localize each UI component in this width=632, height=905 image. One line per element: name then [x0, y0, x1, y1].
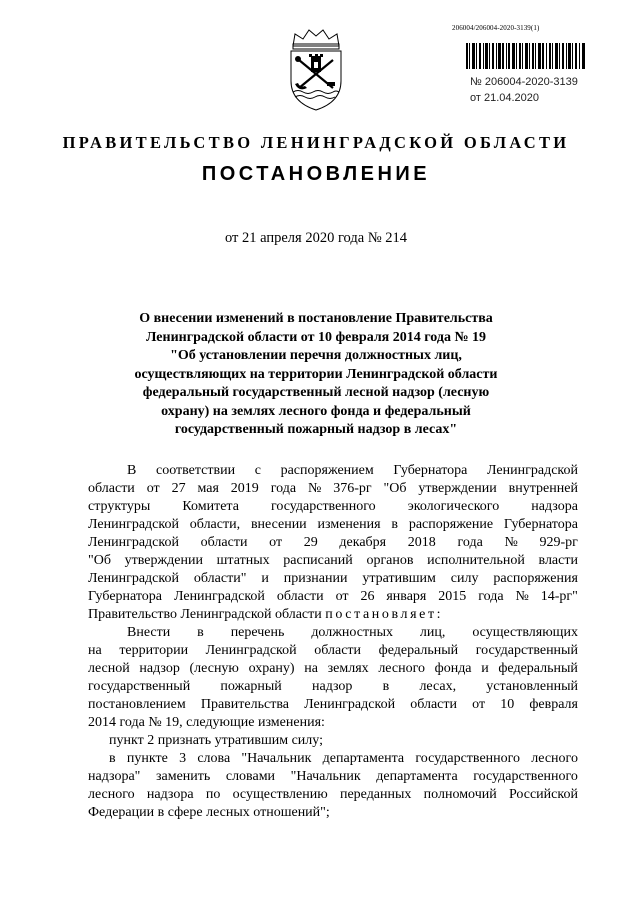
- body-line: [88, 678, 578, 696]
- word: государственный: [88, 679, 191, 694]
- word: Губернатора: [503, 517, 578, 532]
- body-line: [88, 786, 578, 804]
- body-line-text: Правительство Ленинградской области: [88, 607, 322, 622]
- body-line: [88, 588, 578, 606]
- body-line: [88, 606, 578, 624]
- word: 376-рг: [333, 481, 372, 496]
- word: землях: [327, 661, 369, 676]
- word: лесного: [531, 751, 578, 766]
- word: от: [146, 481, 160, 496]
- word: заменить: [155, 769, 211, 784]
- word: 14-рг": [540, 589, 578, 604]
- word: лиц,: [419, 625, 446, 640]
- word: силу: [450, 571, 479, 586]
- word: надзор: [311, 679, 353, 694]
- word: полномочий: [423, 787, 497, 802]
- body-line: 2014 года № 19, следующие изменения:: [88, 715, 325, 730]
- word: в: [382, 679, 390, 694]
- word: от: [269, 535, 283, 550]
- word: департамента: [322, 751, 405, 766]
- word: лесной: [88, 661, 130, 676]
- word: от: [472, 697, 486, 712]
- word: словами: [225, 769, 276, 784]
- registration-date: от 21.04.2020: [470, 92, 540, 104]
- body-line: [88, 570, 578, 588]
- word: государственного: [271, 499, 376, 514]
- body-line: [88, 480, 578, 498]
- word: Российской: [508, 787, 578, 802]
- word: 2018: [407, 535, 436, 550]
- word: утверждении: [124, 553, 203, 568]
- decree-body: [88, 462, 578, 822]
- word: января: [386, 589, 427, 604]
- subject-line: государственный пожарный надзор в лесах": [174, 422, 458, 437]
- word: 929-рг: [539, 535, 578, 550]
- word: установленный: [486, 679, 578, 694]
- word: на: [304, 661, 318, 676]
- word: штатных: [216, 553, 270, 568]
- word: (лесную: [189, 661, 239, 676]
- body-line: Федерации в сфере лесных отношений";: [88, 805, 330, 820]
- decree-subject: [100, 310, 532, 440]
- word: надзор: [139, 661, 180, 676]
- word: постановлением: [88, 697, 186, 712]
- subject-line: федеральный государственный лесной надзор (лесную: [142, 385, 490, 400]
- subject-line: охрану) на землях лесного фонда и федеральный: [161, 403, 471, 419]
- body-line: [88, 696, 578, 714]
- word: Губернатора: [393, 463, 468, 478]
- word: фонда: [434, 661, 472, 676]
- word: декабря: [339, 535, 387, 550]
- word: области,: [189, 517, 241, 532]
- word: мая: [197, 481, 219, 496]
- body-line: [88, 660, 578, 678]
- word: утверждении: [418, 481, 497, 496]
- word: исполнительной: [427, 553, 525, 568]
- word: "Начальник: [241, 751, 312, 766]
- body-line: [88, 750, 578, 768]
- word: территории: [119, 643, 189, 658]
- resolution-word: постановляет:: [325, 607, 444, 622]
- word: слова: [197, 751, 231, 766]
- word: 3: [179, 751, 187, 766]
- word: Комитета: [182, 499, 239, 514]
- decree-date-number: от 21 апреля 2020 года № 214: [224, 230, 408, 246]
- word: государственный: [475, 643, 578, 658]
- word: государственного: [473, 769, 578, 784]
- word: департамента: [376, 769, 458, 784]
- word: структуры: [88, 499, 151, 514]
- word: Ленинградской: [88, 535, 179, 550]
- word: Внести: [127, 625, 171, 640]
- word: Ленинградской: [173, 589, 265, 604]
- word: области": [193, 571, 247, 586]
- word: №: [515, 589, 529, 604]
- word: Ленинградской: [88, 517, 179, 532]
- word: внутренней: [508, 481, 578, 496]
- word: от: [335, 589, 349, 604]
- word: осуществлению: [232, 787, 328, 802]
- registration-number: № 206004-2020-3139: [470, 76, 578, 88]
- subject-line: О внесении изменений в постановление Правительства: [139, 311, 493, 326]
- word: года: [270, 481, 297, 496]
- word: власти: [538, 553, 578, 568]
- word: государственного: [415, 751, 521, 766]
- word: утратившим: [362, 571, 436, 586]
- word: В: [127, 463, 137, 478]
- word: Ленинградской: [487, 463, 578, 478]
- word: 2019: [230, 481, 259, 496]
- word: охрану): [248, 661, 295, 676]
- word: области: [410, 697, 457, 712]
- body-line: [88, 552, 578, 570]
- word: внесении: [250, 517, 307, 532]
- word: 2015: [438, 589, 467, 604]
- word: распоряжения: [493, 571, 578, 586]
- word: Ленинградской: [205, 643, 297, 658]
- word: области: [200, 535, 248, 550]
- word: области: [276, 589, 324, 604]
- coat-of-arms-icon: [281, 26, 351, 112]
- word: "Об: [88, 553, 111, 568]
- word: лесного: [88, 787, 135, 802]
- word: 29: [303, 535, 318, 550]
- body-line: [88, 498, 578, 516]
- word: пункте: [126, 751, 168, 766]
- word: Правительства: [200, 697, 289, 712]
- word: лесах,: [419, 679, 457, 694]
- word: №: [307, 481, 322, 496]
- word: переданных: [339, 787, 412, 802]
- word: перечень: [230, 625, 285, 640]
- word: изменения: [317, 517, 381, 532]
- word: надзора: [146, 787, 194, 802]
- word: года: [478, 589, 504, 604]
- word: надзора": [88, 769, 141, 784]
- word: области: [314, 643, 362, 658]
- body-line: [88, 624, 578, 642]
- word: области: [88, 481, 135, 496]
- word: Губернатора: [88, 589, 163, 604]
- subject-line: "Об установлении перечня должностных лиц,: [170, 348, 462, 363]
- word: с: [254, 463, 261, 478]
- word: на: [88, 643, 102, 658]
- word: экологического: [407, 499, 500, 514]
- word: и: [481, 661, 489, 676]
- word: в: [197, 625, 204, 640]
- word: распоряжением: [280, 463, 374, 478]
- body-line: [88, 768, 578, 786]
- word: в: [109, 751, 116, 766]
- word: пожарный: [220, 679, 282, 694]
- word: федеральный: [498, 661, 578, 676]
- word: 26: [360, 589, 375, 604]
- word: расписаний: [283, 553, 353, 568]
- word: органов: [366, 553, 414, 568]
- word: года: [457, 535, 483, 550]
- word: №: [504, 535, 518, 550]
- word: федеральный: [378, 643, 459, 658]
- word: распоряжение: [408, 517, 494, 532]
- word: Ленинградской: [304, 697, 396, 712]
- body-line: [88, 534, 578, 552]
- word: соответствии: [155, 463, 236, 478]
- body-line: пункт 2 признать утратившим силу;: [109, 733, 323, 748]
- word: 27: [171, 481, 186, 496]
- word: признании: [283, 571, 348, 586]
- word: Ленинградской: [88, 571, 179, 586]
- subject-line: Ленинградской области от 10 февраля 2014 года № 19: [145, 329, 487, 345]
- word: февраля: [529, 697, 578, 712]
- word: "Начальник: [290, 769, 361, 784]
- word: надзора: [531, 499, 578, 514]
- government-name: ПРАВИТЕЛЬСТВО ЛЕНИНГРАДСКОЙ ОБЛАСТИ: [62, 133, 570, 152]
- barcode-icon: [466, 43, 586, 69]
- document-type: ПОСТАНОВЛЕНИЕ: [201, 163, 431, 185]
- word: в: [391, 517, 398, 532]
- word: 10: [500, 697, 515, 712]
- body-line: [88, 516, 578, 534]
- word: "Об: [383, 481, 407, 496]
- word: осуществляющих: [472, 625, 578, 640]
- body-line: [88, 642, 578, 660]
- word: и: [261, 571, 269, 586]
- subject-line: осуществляющих на территории Ленинградской области: [134, 366, 498, 382]
- word: по: [205, 787, 221, 802]
- word: лесного: [378, 661, 425, 676]
- body-line: [88, 462, 578, 480]
- word: должностных: [311, 625, 393, 640]
- document-code: 206004/206004-2020-3139(1): [452, 24, 540, 32]
